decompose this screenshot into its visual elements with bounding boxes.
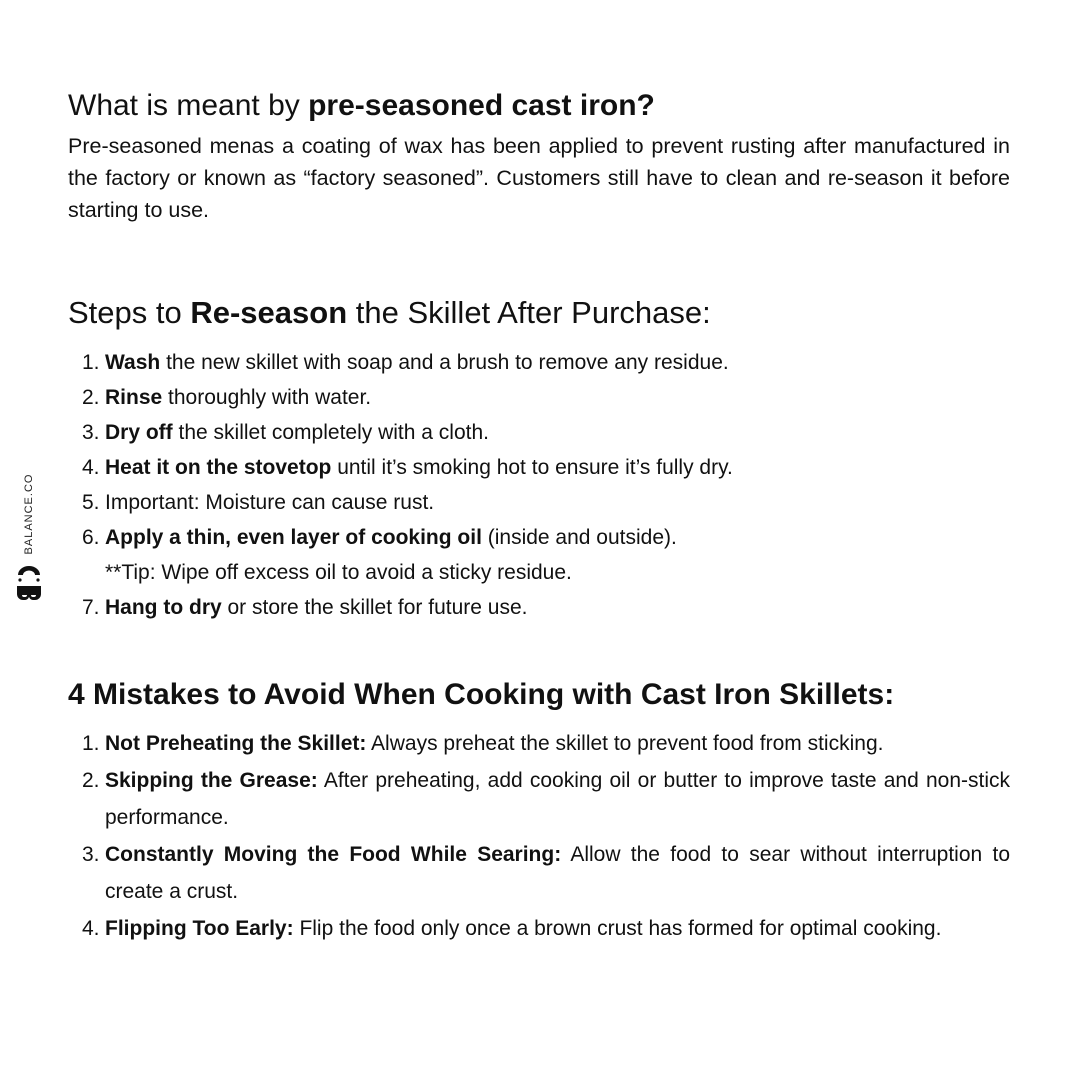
item-text: Always preheat the skillet to prevent food from sticking. xyxy=(366,732,884,756)
brand-logo xyxy=(16,474,42,604)
section-heading-mistakes: 4 Mistakes to Avoid When Cooking with Cast Iron Skillets: xyxy=(68,678,895,712)
item-text: Allow the food to sear without interruption to create a crust. xyxy=(105,843,1010,904)
list-item xyxy=(68,520,1010,555)
tip-text: **Tip: Wipe off excess oil to avoid a sticky residue. xyxy=(105,561,572,585)
bc-logo-icon xyxy=(16,564,42,604)
item-number: 7. xyxy=(82,596,100,620)
list-item xyxy=(68,910,1010,947)
mistakes-list xyxy=(68,725,1010,947)
item-number: 3. xyxy=(82,843,100,867)
list-item xyxy=(68,345,1010,380)
item-text: After preheating, add cooking oil or butter to improve taste and non-stick performance. xyxy=(105,769,1010,830)
heading-text: What is meant by xyxy=(68,89,309,122)
item-bold-text: Not Preheating the Skillet: xyxy=(105,732,367,756)
item-bold-text: Constantly Moving the Food While Searing: xyxy=(105,843,562,867)
item-text: the new skillet with soap and a brush to remove any residue. xyxy=(160,351,729,375)
item-number: 2. xyxy=(82,769,100,793)
item-number: 3. xyxy=(82,421,100,445)
item-bold-text: Skipping the Grease: xyxy=(105,769,318,793)
item-number: 4. xyxy=(82,917,100,941)
item-number: 1. xyxy=(82,732,100,756)
list-item xyxy=(68,762,1010,836)
item-number: 4. xyxy=(82,456,100,480)
list-item xyxy=(68,380,1010,415)
heading-bold-text: Re-season xyxy=(190,295,348,330)
list-item xyxy=(68,590,1010,625)
heading-text: the Skillet After Purchase: xyxy=(347,295,711,330)
brand-name: BALANCE.CO xyxy=(23,473,35,555)
article-content xyxy=(68,88,1010,947)
tip-item xyxy=(68,555,1010,590)
item-text: (inside and outside). xyxy=(481,526,677,550)
item-text: Important: Moisture can cause rust. xyxy=(105,491,435,515)
heading-text: Steps to xyxy=(68,295,191,330)
list-item xyxy=(68,450,1010,485)
item-bold-text: Hang to dry xyxy=(105,596,222,620)
item-bold-text: Apply a thin, even layer of cooking oil xyxy=(105,526,482,550)
list-item xyxy=(68,485,1010,520)
item-text: or store the skillet for future use. xyxy=(221,596,528,620)
item-text: Flip the food only once a brown crust has formed for optimal cooking. xyxy=(293,917,942,941)
section-heading-pre-seasoned xyxy=(68,88,1010,124)
item-number: 1. xyxy=(82,351,100,375)
item-number: 2. xyxy=(82,386,100,410)
list-item xyxy=(68,836,1010,910)
pre-seasoned-paragraph: Pre-seasoned menas a coating of wax has been applied to prevent rusting after manufactured in the factory or known as “factory seasoned”. Customers still have to clean and re-season it before starting to use. xyxy=(68,134,1010,222)
item-text: until it’s smoking hot to ensure it’s fully dry. xyxy=(331,456,733,480)
item-text: the skillet completely with a cloth. xyxy=(172,421,489,445)
item-text: thoroughly with water. xyxy=(162,386,372,410)
reseason-steps-list xyxy=(68,345,1010,625)
item-bold-text: Heat it on the stovetop xyxy=(105,456,332,480)
heading-bold-text: pre-seasoned cast iron? xyxy=(308,89,655,122)
section-heading-reseason-steps xyxy=(68,294,1010,331)
list-item xyxy=(68,725,1010,762)
item-bold-text: Flipping Too Early: xyxy=(105,917,294,941)
item-bold-text: Rinse xyxy=(105,386,163,410)
item-number: 5. xyxy=(82,491,100,515)
list-item xyxy=(68,415,1010,450)
item-bold-text: Dry off xyxy=(105,421,173,445)
item-number: 6. xyxy=(82,526,100,550)
item-bold-text: Wash xyxy=(105,351,161,375)
